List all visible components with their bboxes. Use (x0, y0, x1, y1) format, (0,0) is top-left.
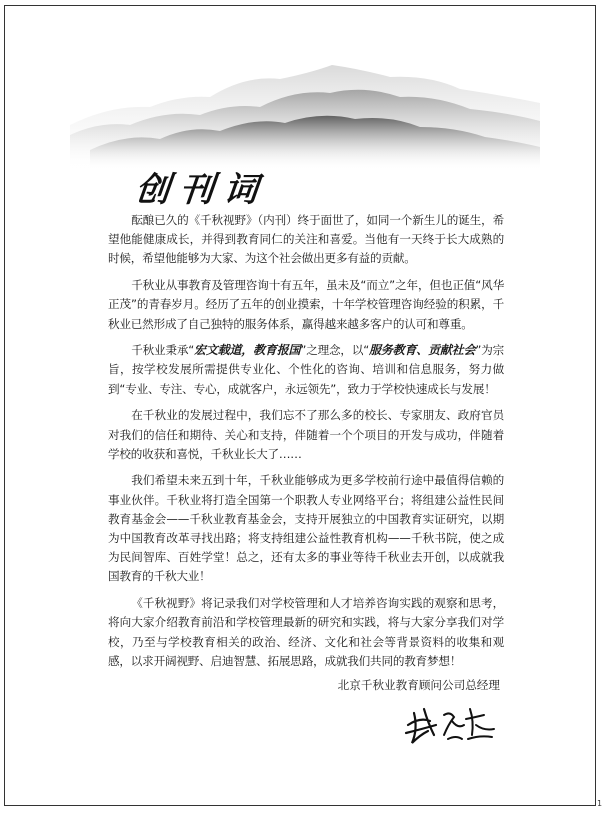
paragraph-4: 在千秋业的发展过程中，我们忘不了那么多的校长、专家朋友、政府官员对我们的信任和期待、关心和支持，伴随着一个个项目的开发与成功，伴随着学校的收获和喜悦，千秋业长大了…… (108, 408, 504, 461)
page-title: 创刊词 (133, 170, 270, 210)
paragraph-3 (108, 341, 504, 399)
ink-mountain-illustration (70, 55, 540, 170)
signer-title: 北京千秋业教育顾问公司总经理 (337, 678, 500, 692)
paragraph-5: 我们希望未来五到十年，千秋业能够成为更多学校前行途中最值得信赖的事业伙伴。千秋业将打造全国第一个职教人专业网络平台；将组建公益性民间教育基金会——千秋业教育基金会，支持开展独立的中国教育实证研究，以期为中国教育改革寻找出路；将支持组建公益性教育机构——千秋书院，使之成为民间智库、百姓学堂！总之，还有太多的事业等待千秋业去开创，以成就我国教育的千秋大业！ (108, 473, 504, 584)
motto-1: 宏文载道，教育报国 (194, 343, 301, 358)
paragraph-3-pre: 千秋业秉承“ (131, 343, 195, 358)
handwritten-signature (400, 695, 500, 750)
paragraph-3-post: ”为宗旨，按学校发展所需提供专业化、个性化的咨询、培训和信息服务，努力做到“专业、专注、专心，成就客户，永远领先”，致力于学校快速成长与发展！ (108, 343, 505, 396)
paragraph-1: 酝酿已久的《千秋视野》（内刊）终于面世了，如同一个新生儿的诞生，希望他能健康成长，并得到教育同仁的关注和喜爱。当他有一天终于长大成熟的时候，希望他能够为大家、为这个社会做出更多有益的贡献。 (108, 213, 504, 266)
paragraph-6: 《千秋视野》将记录我们对学校管理和人才培养咨询实践的观察和思考，将向大家介绍教育前沿和学校管理最新的研究和实践，将与大家分享我们对学校，乃至与学校教育相关的政治、经济、文化和社会等背景资料的收集和观感，以求开阔视野、启迪智慧、拓展思路，成就我们共同的教育梦想！ (108, 596, 504, 668)
body-text (108, 211, 504, 678)
motto-2: 服务教育、贡献社会 (369, 343, 476, 358)
paragraph-2: 千秋业从事教育及管理咨询十有五年，虽未及“而立”之年，但也正值“风华正茂”的青春岁月。经历了五年的创业摸索，十年学校管理咨询经验的积累，千秋业已然形成了自己独特的服务体系，赢得越来越多客户的认可和尊重。 (108, 278, 504, 331)
paragraph-3-mid: ”之理念，以“ (300, 343, 370, 358)
page-number: 1 (597, 799, 603, 808)
